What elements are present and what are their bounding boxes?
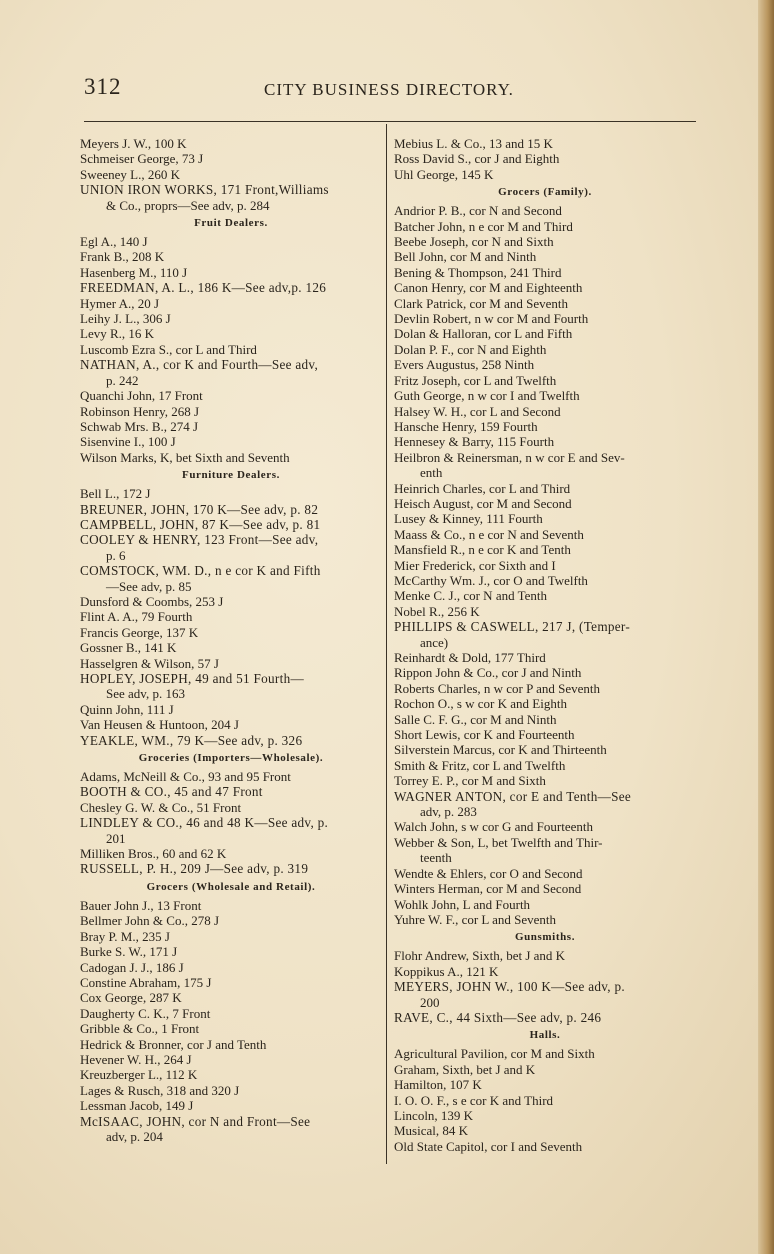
- listing-continuation: See adv, p. 163: [106, 686, 185, 702]
- listing-entry: CAMPBELL, JOHN, 87 K—See adv, p. 81: [80, 516, 321, 532]
- listing-entry: Kreuzberger L., 112 K: [80, 1067, 198, 1083]
- listing-continuation: teenth: [420, 850, 452, 866]
- section-heading: Grocers (Family).: [498, 186, 592, 199]
- listing-entry: Hasselgren & Wilson, 57 J: [80, 655, 219, 671]
- listing-entry: Mebius L. & Co., 13 and 15 K: [394, 136, 553, 151]
- listing-entry: Milliken Bros., 60 and 62 K: [80, 846, 227, 862]
- listing-entry: Yuhre W. F., cor L and Seventh: [394, 911, 557, 927]
- listing-entry: Maass & Co., n e cor N and Seventh: [394, 526, 584, 542]
- listing-entry: Flohr Andrew, Sixth, bet J and K: [394, 948, 566, 964]
- listing-entry: Lincoln, 139 K: [394, 1107, 474, 1123]
- header-rule: [84, 121, 696, 122]
- listing-entry: NATHAN, A., cor K and Fourth—See adv,: [80, 357, 319, 373]
- listing-entry: Heinrich Charles, cor L and Third: [394, 480, 571, 496]
- listing-entry: Mansfield R., n e cor K and Tenth: [394, 542, 571, 558]
- listing-entry: Bray P. M., 235 J: [80, 928, 170, 944]
- listing-entry: Musical, 84 K: [394, 1123, 469, 1139]
- listing-entry: Ross David S., cor J and Eighth: [394, 151, 560, 167]
- listing-entry: Hevener W. H., 264 J: [80, 1051, 192, 1067]
- listing-continuation: p. 6: [106, 547, 126, 563]
- listing-entry: Andrior P. B., cor N and Second: [394, 203, 562, 219]
- listing-continuation: adv, p. 204: [106, 1128, 163, 1144]
- listing-entry: Dunsford & Coombs, 253 J: [80, 593, 224, 609]
- listing-entry: Frank B., 208 K: [80, 249, 165, 265]
- listing-entry: Rochon O., s w cor K and Eighth: [394, 696, 567, 712]
- listing-entry: Wohlk John, L and Fourth: [394, 896, 531, 912]
- listing-entry: Hansche Henry, 159 Fourth: [394, 418, 538, 434]
- listing-entry: Rippon John & Co., cor J and Ninth: [394, 665, 582, 681]
- page-number: 312: [84, 74, 122, 99]
- listing-entry: FREEDMAN, A. L., 186 K—See adv,p. 126: [80, 280, 327, 296]
- listing-entry: McISAAC, JOHN, cor N and Front—See: [80, 1113, 311, 1129]
- section-heading: Furniture Dealers.: [182, 469, 280, 482]
- listing-entry: Halsey W. H., cor L and Second: [394, 403, 561, 419]
- listing-entry: Bell L., 172 J: [80, 486, 151, 502]
- listing-entry: Hasenberg M., 110 J: [80, 264, 188, 280]
- section-heading: Groceries (Importers—Wholesale).: [138, 752, 324, 765]
- listing-entry: Van Heusen & Huntoon, 204 J: [80, 717, 239, 733]
- listing-entry: HOPLEY, JOSEPH, 49 and 51 Fourth—: [80, 671, 304, 686]
- listing-entry: Menke C. J., cor N and Tenth: [394, 588, 548, 604]
- listing-entry: Wendte & Ehlers, cor O and Second: [394, 865, 583, 881]
- listing-entry: WAGNER ANTON, cor E and Tenth—See: [394, 788, 632, 804]
- listing-entry: Levy R., 16 K: [80, 326, 155, 342]
- listing-entry: Sisenvine I., 100 J: [80, 434, 176, 450]
- listing-entry: Beebe Joseph, cor N and Sixth: [394, 234, 554, 250]
- listing-entry: Koppikus A., 121 K: [394, 963, 499, 979]
- listing-entry: Meyers J. W., 100 K: [80, 136, 187, 151]
- listing-continuation: ance): [420, 634, 449, 650]
- listing-entry: COMSTOCK, WM. D., n e cor K and Fifth: [80, 563, 321, 579]
- listing-entry: RAVE, C., 44 Sixth—See adv, p. 246: [394, 1009, 602, 1025]
- listing-entry: Graham, Sixth, bet J and K: [394, 1061, 536, 1077]
- listing-entry: Silverstein Marcus, cor K and Thirteenth: [394, 742, 607, 758]
- listing-entry: Sweeney L., 260 K: [80, 166, 181, 182]
- listing-entry: Salle C. F. G., cor M and Ninth: [394, 711, 557, 727]
- listing-entry: BREUNER, JOHN, 170 K—See adv, p. 82: [80, 501, 319, 517]
- listing-entry: RUSSELL, P. H., 209 J—See adv, p. 319: [80, 861, 309, 877]
- listing-entry: Mier Frederick, cor Sixth and I: [394, 557, 556, 573]
- listing-entry: Lages & Rusch, 318 and 320 J: [80, 1082, 240, 1098]
- listing-entry: UNION IRON WORKS, 171 Front,Williams: [80, 182, 329, 198]
- listing-entry: Guth George, n w cor I and Twelfth: [394, 388, 580, 404]
- listing-entry: Leihy J. L., 306 J: [80, 311, 171, 327]
- running-title: CITY BUSINESS DIRECTORY.: [264, 80, 514, 99]
- listing-entry: MEYERS, JOHN W., 100 K—See adv, p.: [394, 979, 625, 995]
- listing-entry: Dolan P. F., cor N and Eighth: [394, 341, 547, 357]
- listing-entry: Lessman Jacob, 149 J: [80, 1098, 194, 1114]
- listing-entry: COOLEY & HENRY, 123 Front—See adv,: [80, 532, 319, 548]
- listing-continuation: & Co., proprs—See adv, p. 284: [106, 197, 270, 213]
- listing-entry: YEAKLE, WM., 79 K—See adv, p. 326: [80, 732, 303, 748]
- listing-entry: Quinn John, 111 J: [80, 701, 174, 717]
- listing-entry: Clark Patrick, cor M and Seventh: [394, 295, 569, 311]
- listing-entry: Robinson Henry, 268 J: [80, 403, 200, 419]
- listing-entry: Old State Capitol, cor I and Seventh: [394, 1138, 583, 1154]
- listing-entry: Luscomb Ezra S., cor L and Third: [80, 341, 257, 357]
- listing-entry: PHILLIPS & CASWELL, 217 J, (Temper-: [394, 619, 631, 635]
- listing-entry: Constine Abraham, 175 J: [80, 974, 212, 990]
- listing-entry: Canon Henry, cor M and Eighteenth: [394, 280, 583, 296]
- listing-continuation: —See adv, p. 85: [106, 578, 192, 594]
- listing-entry: Chesley G. W. & Co., 51 Front: [80, 799, 242, 815]
- listing-entry: Hedrick & Bronner, cor J and Tenth: [80, 1036, 267, 1052]
- listing-entry: Fritz Joseph, cor L and Twelfth: [394, 372, 557, 388]
- listing-entry: Devlin Robert, n w cor M and Fourth: [394, 311, 589, 327]
- listing-entry: Hennesey & Barry, 115 Fourth: [394, 434, 555, 450]
- listing-entry: Cox George, 287 K: [80, 990, 182, 1006]
- page-edge-shadow: [758, 0, 774, 1254]
- listing-entry: Torrey E. P., cor M and Sixth: [394, 773, 546, 789]
- listing-entry: Burke S. W., 171 J: [80, 944, 178, 960]
- listing-entry: Evers Augustus, 258 Ninth: [394, 357, 535, 373]
- column-divider: [386, 124, 387, 1164]
- listing-entry: Wilson Marks, K, bet Sixth and Seventh: [80, 449, 290, 465]
- listing-entry: LINDLEY & CO., 46 and 48 K—See adv, p.: [80, 815, 329, 831]
- listing-continuation: 200: [420, 994, 440, 1010]
- listing-entry: Bell John, cor M and Ninth: [394, 249, 537, 265]
- listing-entry: Egl A., 140 J: [80, 234, 148, 250]
- listing-entry: Adams, McNeill & Co., 93 and 95 Front: [80, 769, 291, 785]
- section-heading: Grocers (Wholesale and Retail).: [146, 880, 316, 893]
- section-heading: Halls.: [529, 1029, 561, 1042]
- listing-entry: I. O. O. F., s e cor K and Third: [394, 1092, 554, 1108]
- listing-entry: Dolan & Halloran, cor L and Fifth: [394, 326, 573, 342]
- listing-entry: Smith & Fritz, cor L and Twelfth: [394, 757, 566, 773]
- listing-entry: Winters Herman, cor M and Second: [394, 881, 582, 897]
- listing-entry: Hamilton, 107 K: [394, 1077, 482, 1093]
- listing-continuation: adv, p. 283: [420, 804, 477, 820]
- listing-entry: Daugherty C. K., 7 Front: [80, 1005, 211, 1021]
- listing-entry: Flint A. A., 79 Fourth: [80, 609, 193, 625]
- listing-entry: Heilbron & Reinersman, n w cor E and Sev-: [394, 449, 625, 465]
- listing-entry: Agricultural Pavilion, cor M and Sixth: [394, 1046, 595, 1062]
- listing-entry: Reinhardt & Dold, 177 Third: [394, 650, 546, 665]
- listing-entry: Schwab Mrs. B., 274 J: [80, 418, 199, 434]
- listing-entry: Hymer A., 20 J: [80, 295, 160, 311]
- listing-entry: Short Lewis, cor K and Fourteenth: [394, 727, 575, 743]
- page-header: [84, 74, 704, 104]
- listing-entry: Gribble & Co., 1 Front: [80, 1021, 200, 1037]
- right-column: [394, 136, 696, 1154]
- listing-entry: Roberts Charles, n w cor P and Seventh: [394, 680, 601, 696]
- listing-entry: Quanchi John, 17 Front: [80, 388, 203, 404]
- listing-entry: Walch John, s w cor G and Fourteenth: [394, 819, 593, 835]
- left-column: [80, 136, 382, 1144]
- listing-entry: Webber & Son, L, bet Twelfth and Thir-: [394, 834, 603, 850]
- section-heading: Gunsmiths.: [514, 931, 576, 944]
- listing-entry: BOOTH & CO., 45 and 47 Front: [80, 784, 263, 800]
- listing-entry: Batcher John, n e cor M and Third: [394, 218, 573, 234]
- listing-entry: Heisch August, cor M and Second: [394, 495, 572, 511]
- listing-continuation: enth: [420, 465, 443, 481]
- listing-entry: Bening & Thompson, 241 Third: [394, 264, 562, 280]
- listing-entry: Nobel R., 256 K: [394, 603, 480, 619]
- listing-entry: McCarthy Wm. J., cor O and Twelfth: [394, 572, 588, 588]
- listing-continuation: p. 242: [106, 372, 139, 388]
- listing-entry: Uhl George, 145 K: [394, 166, 494, 182]
- listing-entry: Francis George, 137 K: [80, 624, 199, 640]
- listing-entry: Bellmer John & Co., 278 J: [80, 913, 220, 929]
- section-heading: Fruit Dealers.: [194, 217, 268, 230]
- listing-entry: Bauer John J., 13 Front: [80, 897, 202, 913]
- listing-entry: Schmeiser George, 73 J: [80, 151, 204, 167]
- listing-entry: Lusey & Kinney, 111 Fourth: [394, 511, 543, 527]
- listing-continuation: 201: [106, 830, 126, 846]
- listing-entry: Cadogan J. J., 186 J: [80, 959, 184, 975]
- listing-entry: Gossner B., 141 K: [80, 640, 177, 656]
